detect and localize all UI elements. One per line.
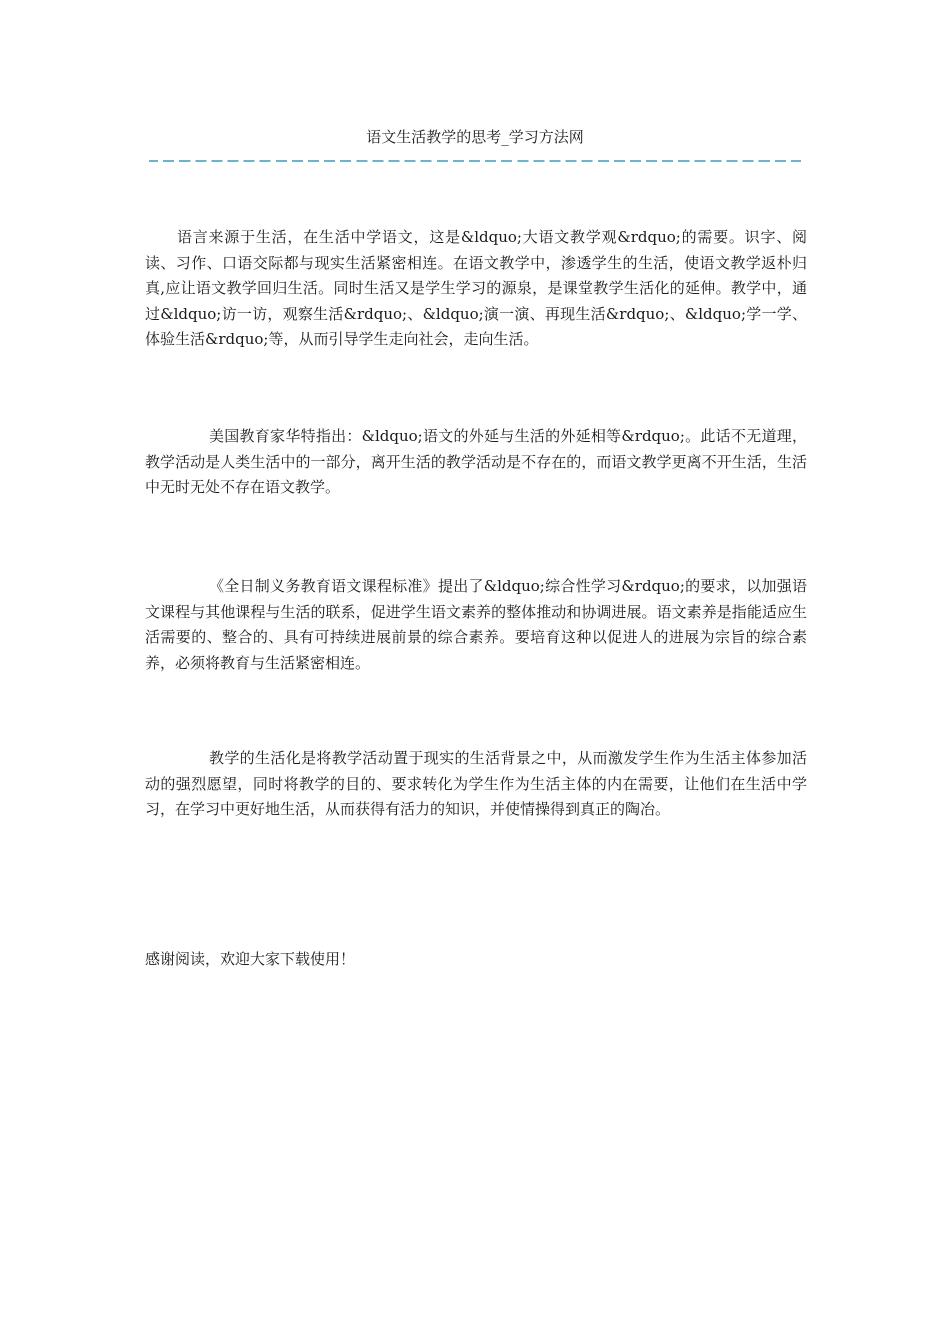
paragraph-1: 语言来源于生活，在生活中学语文，这是&ldquo;大语文教学观&rdquo;的需要。识字、阅读、习作、口语交际都与现实生活紧密相连。在语文教学中，渗透学生的生活，使语文教学返朴归真,应让语文教学回归生活。同时生活又是学生学习的源泉，是课堂教学生活化的延伸。教学中，通过&ldquo;访一访，观察生活&rdquo;、&ldquo;演一演、再现生活&rdquo;、&ldquo;学一学、体验生活&rdquo;等，从而引导学生走向社会，走向生活。	[145, 228, 807, 348]
paragraph-3: 《全日制义务教育语文课程标准》提出了&ldquo;综合性学习&rdquo;的要求，以加强语文课程与其他课程与生活的联系，促进学生语文素养的整体推动和协调进展。语文素养是指能适应生活需要的、整合的、具有可持续进展前景的综合素养。要培育这种以促进人的进展为宗旨的综合素养，必须将教育与生活紧密相连。	[145, 577, 807, 672]
closing-note: 感谢阅读，欢迎大家下载使用！	[145, 950, 356, 968]
paragraph-2: 美国教育家华特指出：&ldquo;语文的外延与生活的外延相等&rdquo;。此话不无道理，教学活动是人类生活中的一部分，离开生活的教学活动是不存在的，而语文教学更离不开生活，生活中无时无处不存在语文教学。	[145, 427, 807, 496]
title-dashed-rule	[149, 160, 801, 162]
paragraph-4: 教学的生活化是将教学活动置于现实的生活背景之中，从而激发学生作为生活主体参加活动的强烈愿望，同时将教学的目的、要求转化为学生作为生活主体的内在需要，让他们在生活中学习，在学习中更好地生活，从而获得有活力的知识，并使情操得到真正的陶冶。	[145, 749, 807, 818]
document-title: 语文生活教学的思考_学习方法网	[366, 128, 584, 146]
